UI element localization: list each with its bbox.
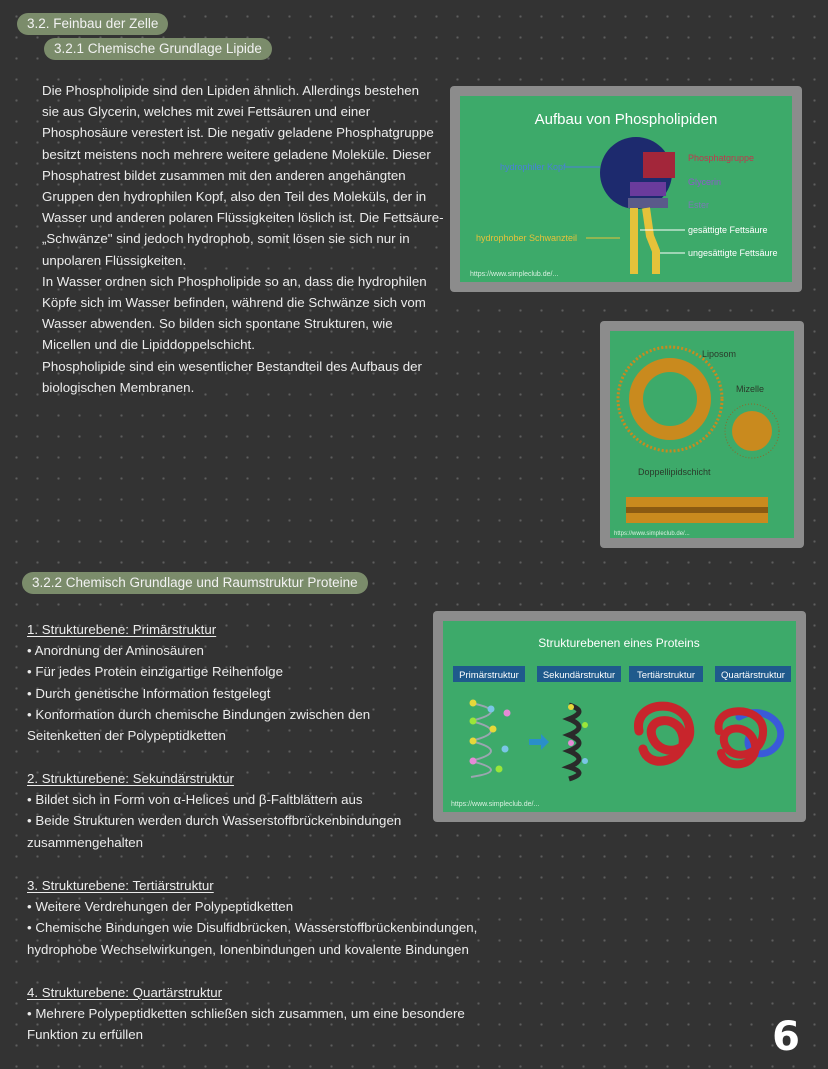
text-line: Köpfe sich im Wasser befinden, während die Schwänze sich vom [42,295,426,311]
text-line: Gruppen den hydrophilen Kopf, also den Teil des Moleküls, der in [42,189,427,205]
subsection-lipids-heading: 3.2.1 Chemische Grundlage Lipide [44,38,272,60]
protein-level-4 [27,982,465,1046]
protein-level-2 [27,768,401,853]
text-line: „Schwänze" sind jedoch hydrophob, somit lösen sie sich nur in [42,231,410,247]
protein-figure-title: Strukturebenen eines Proteins [538,636,700,650]
level-label: Tertiärstruktur [636,670,696,681]
text-line: Die Phospholipide sind den Lipiden ähnlich. Allerdings bestehen [42,83,420,98]
text-line: • Anordnung der Aminosäuren [27,643,204,659]
protein-level-3 [27,875,477,960]
tertiary-structure [639,706,690,761]
text-line: Wasser und anderen polaren Flüssigkeiten löslich ist. Die Fettsäure- [42,210,444,226]
text-line: • Beide Strukturen werden durch Wasserstoffbrückenbindungen [27,813,402,829]
text-line: • Durch genetische Information festgelegt [27,685,271,701]
label-ester: Ester [688,200,710,210]
tail-unsaturated [646,208,656,274]
text-line: Micellen und die Lipiddoppelschicht. [42,337,255,353]
lipids-paragraph [42,80,444,398]
text-line: Phospholipide sind ein wesentlicher Bestandteil des Aufbaus der [42,358,422,374]
text-line: zusammengehalten [27,834,144,850]
label-saturated: gesättigte Fettsäure [688,225,768,235]
glycerin-box [630,182,666,196]
phosphate-box [643,152,675,178]
subsection-proteins-heading: 3.2.2 Chemisch Grundlage und Raumstruktur Proteine [22,572,368,594]
level-title: 3. Strukturebene: Tertiärstruktur [27,878,214,893]
source-url: https://www.simpleclub.de/... [451,801,540,808]
label-head: hydrophiler Kopf [500,162,566,172]
level-title: 4. Strukturebene: Quartärstruktur [27,985,223,1000]
label-phosphate: Phosphatgruppe [688,153,755,163]
text-line: sie aus Glycerin, welches mit zwei Fettsäuren und einer [42,104,371,120]
text-line: In Wasser ordnen sich Phospholipide so an, dass die hydrophilen [42,273,427,289]
label-bilayer: Doppellipidschicht [638,467,711,477]
text-line: • Chemische Bindungen wie Disulfidbrücken, Wasserstoffbrückenbindungen, [27,920,478,936]
protein-levels-figure [433,611,806,822]
liposome-core [648,377,692,421]
text-line: Phosphatrest bildet zusammen mit den anderen angehängten [42,167,406,183]
page-number: 6 [772,1014,800,1060]
text-line: hydrophobe Wechselwirkungen, Ionenbindungen und kovalente Bindungen [27,941,469,957]
phospholipid-figure [450,86,802,292]
text-line: unpolaren Flüssigkeiten. [42,252,187,268]
label-glycerin: Glycerin [688,177,722,187]
label-liposome: Liposom [702,349,737,359]
tail-saturated [630,208,638,274]
text-line: • Mehrere Polypeptidketten schließen sich zusammen, um eine besondere [27,1006,465,1022]
text-line: Funktion zu erfüllen [27,1027,144,1043]
level-title: 1. Strukturebene: Primärstruktur [27,622,217,637]
text-line: biologischen Membranen. [42,379,195,395]
text-line: • Für jedes Protein einzigartige Reihenfolge [27,664,283,680]
text-line: • Konformation durch chemische Bindungen zwischen den [27,706,371,722]
level-title: 2. Strukturebene: Sekundärstruktur [27,771,234,786]
label-micelle: Mizelle [736,384,765,394]
text-line: • Bildet sich in Form von α-Helices und β-Faltblättern aus [27,792,363,808]
source-url: https://www.simpleclub.de/... [470,271,559,278]
ester-box [628,198,668,208]
text-line: • Weitere Verdrehungen der Polypeptidketten [27,899,294,915]
label-tail: hydrophober Schwanzteil [476,233,578,243]
phospholipid-title: Aufbau von Phospholipiden [534,111,718,128]
label-unsaturated: ungesättigte Fettsäure [688,248,778,258]
membrane-structures-figure [600,321,804,548]
level-label: Quartärstruktur [721,670,785,681]
arrow-icon [529,734,549,750]
text-line: Wasser abwenden. So bilden sich spontane Strukturen, wie [42,316,393,332]
text-line: besitzt meistens noch mehrere weitere geladene Moleküle. Dieser [42,146,431,162]
level-label: Sekundärstruktur [542,670,616,681]
protein-level-1 [27,619,370,746]
text-line: Phosphosäure verestert ist. Die negativ geladene Phosphatgruppe [42,125,434,141]
section-heading: 3.2. Feinbau der Zelle [17,13,168,35]
micelle [732,411,772,451]
text-line: Seitenketten der Polypeptidketten [27,728,226,744]
source-url: https://www.simpleclub.de/... [614,531,690,537]
level-label: Primärstruktur [459,670,519,681]
